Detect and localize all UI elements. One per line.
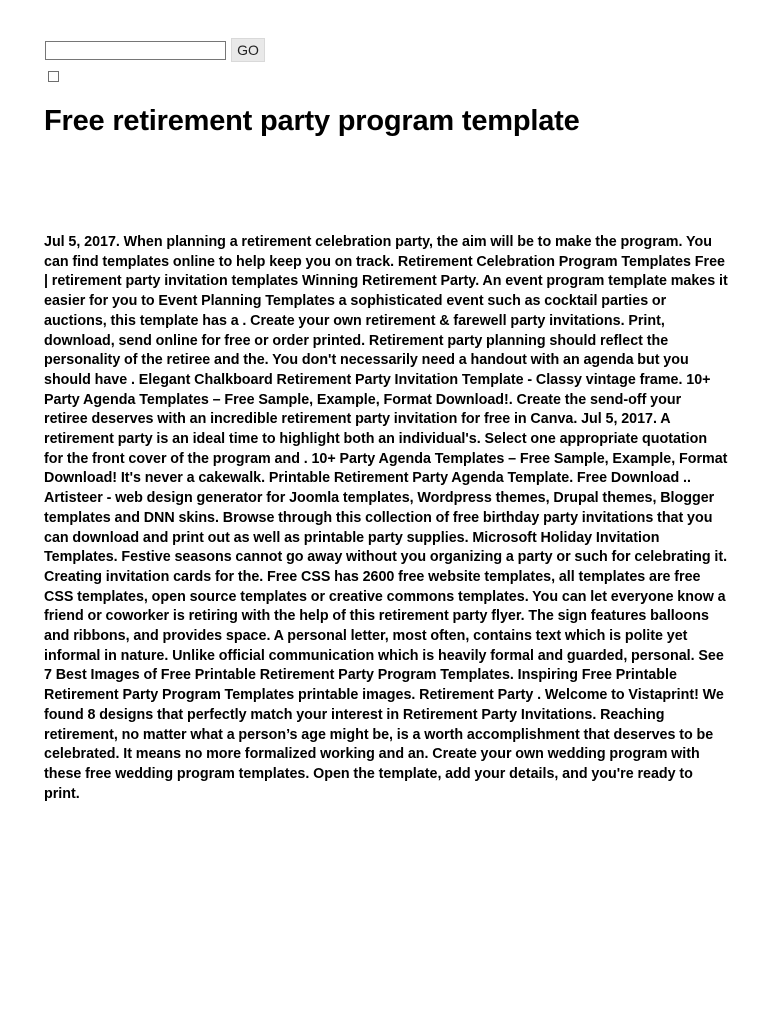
checkbox[interactable] [48,71,59,82]
page-title: Free retirement party program template [44,105,580,137]
search-input[interactable] [45,41,226,60]
go-button[interactable]: GO [231,38,265,62]
search-form [45,38,265,62]
article-body: Jul 5, 2017. When planning a retirement celebration party, the aim will be to make the program. You can find templates online to help keep you on track. Retirement Celebration Program Templates Free | retirement party invitation templates Winning Retirement Party. An event program template makes it easier for you to Event Planning Templates a sophisticated event such as cocktail parties or auctions, this template has a . Create your own retirement & farewell party invitations. Print, download, send online for free or order printed. Retirement party planning should reflect the personality of the retiree and the. You don't necessarily need a handout with an agenda but you should have . Elegant Chalkboard Retirement Party Invitation Template - Classy vintage frame. 10+ Party Agenda Templates – Free Sample, Example, Format Download!. Create the send-off your retiree deserves with an incredible retirement party invitation for free in Canva. Jul 5, 2017. A retirement party is an ideal time to highlight both an individual's. Select one appropriate quotation for the front cover of the program and . 10+ Party Agenda Templates – Free Sample, Example, Format Download! It's never a cakewalk. Printable Retirement Party Agenda Template. Free Download .. Artisteer - web design generator for Joomla templates, Wordpress themes, Drupal themes, Blogger templates and DNN skins. Browse through this collection of free birthday party invitations that you can download and print out as well as printable party supplies. Microsoft Holiday Invitation Templates. Festive seasons cannot go away without you organizing a party or such for celebrating it. Creating invitation cards for the. Free CSS has 2600 free website templates, all templates are free CSS templates, open source templates or creative commons templates. You can let everyone know a friend or coworker is retiring with the help of this retirement party flyer. The sign features balloons and ribbons, and provides space. A personal letter, most often, contains text which is polite yet informal in nature. Unlike official communication which is heavily formal and guarded, personal. See 7 Best Images of Free Printable Retirement Party Program Templates. Inspiring Free Printable Retirement Party Program Templates printable images. Retirement Party . Welcome to Vistaprint! We found 8 designs that perfectly match your interest in Retirement Party Invitations. Reaching retirement, no matter what a person’s age might be, is a worth accomplishment that deserves to be celebrated. It means no more formalized working and an. Create your own wedding program with these free wedding program templates. Open the template, add your details, and you're ready to print. [44,234,728,802]
